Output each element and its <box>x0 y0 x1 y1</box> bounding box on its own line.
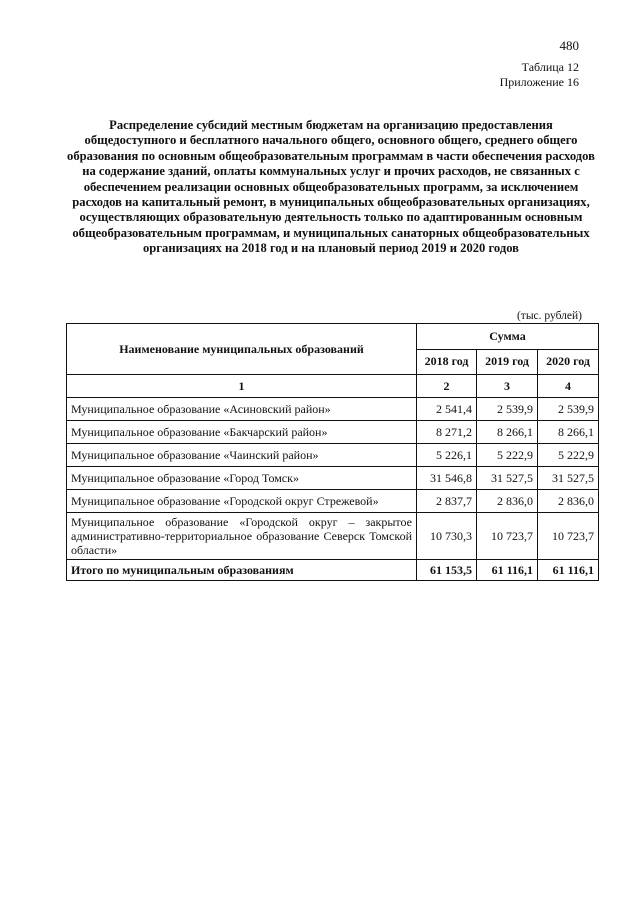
amount-2018: 10 730,3 <box>417 513 477 560</box>
column-number: 1 <box>67 375 417 398</box>
amount-2019: 2 836,0 <box>477 490 538 513</box>
municipality-name: Муниципальное образование «Город Томск» <box>67 467 417 490</box>
amount-2019: 8 266,1 <box>477 421 538 444</box>
appendix-label: Приложение 16 <box>499 75 579 89</box>
header-municipality: Наименование муниципальных образований <box>67 324 417 375</box>
municipality-name: Муниципальное образование «Чаинский район» <box>67 444 417 467</box>
table-header-row <box>67 324 599 350</box>
total-2018: 61 153,5 <box>417 560 477 581</box>
amount-2020: 2 836,0 <box>538 490 599 513</box>
amount-2019: 31 527,5 <box>477 467 538 490</box>
total-2020: 61 116,1 <box>538 560 599 581</box>
column-number: 2 <box>417 375 477 398</box>
amount-2020: 5 222,9 <box>538 444 599 467</box>
amount-2020: 31 527,5 <box>538 467 599 490</box>
municipality-name: Муниципальное образование «Городской округ – закрытое административно-территориальное образование Северск Томской области» <box>67 513 417 560</box>
amount-2019: 2 539,9 <box>477 398 538 421</box>
table-label: Таблица 12 <box>521 60 579 74</box>
table-row <box>67 444 599 467</box>
header-year-2019: 2019 год <box>477 349 538 375</box>
table-row <box>67 467 599 490</box>
amount-2020: 2 539,9 <box>538 398 599 421</box>
municipality-name: Муниципальное образование «Бакчарский район» <box>67 421 417 444</box>
header-year-2018: 2018 год <box>417 349 477 375</box>
column-number: 4 <box>538 375 599 398</box>
amount-2020: 10 723,7 <box>538 513 599 560</box>
column-number-row <box>67 375 599 398</box>
amount-2018: 5 226,1 <box>417 444 477 467</box>
subsidy-table <box>66 323 599 581</box>
amount-2018: 31 546,8 <box>417 467 477 490</box>
page-number: 480 <box>559 38 579 53</box>
total-row <box>67 560 599 581</box>
table-reference <box>500 60 579 90</box>
table-row <box>67 490 599 513</box>
column-number: 3 <box>477 375 538 398</box>
amount-2018: 2 541,4 <box>417 398 477 421</box>
table-row <box>67 398 599 421</box>
municipality-name: Муниципальное образование «Асиновский район» <box>67 398 417 421</box>
total-label: Итого по муниципальным образованиям <box>67 560 417 581</box>
total-2019: 61 116,1 <box>477 560 538 581</box>
document-title: Распределение субсидий местным бюджетам на организацию предоставления общедоступного и бесплатного начального общего, основного общего, среднего общего образования по основным общеобразовательным программам в части обеспечения расходов на содержание зданий, оплаты коммунальных услуг и прочих расходов, не связанных с обеспечением реализации основных общеобразовательных программ, за исключением расходов на капитальный ремонт, в муниципальных общеобразовательных организациях, осуществляющих образовательную деятельность только по адаптированным основным общеобразовательным программам, и муниципальных санаторных общеобразовательных организациях на 2018 год и на плановый период 2019 и 2020 годов <box>67 118 595 256</box>
amount-2019: 10 723,7 <box>477 513 538 560</box>
units-label: (тыс. рублей) <box>516 310 582 322</box>
table-row <box>67 513 599 560</box>
header-sum: Сумма <box>417 324 599 350</box>
header-year-2020: 2020 год <box>538 349 599 375</box>
amount-2019: 5 222,9 <box>477 444 538 467</box>
table-row <box>67 421 599 444</box>
amount-2018: 2 837,7 <box>417 490 477 513</box>
amount-2020: 8 266,1 <box>538 421 599 444</box>
amount-2018: 8 271,2 <box>417 421 477 444</box>
municipality-name: Муниципальное образование «Городской округ Стрежевой» <box>67 490 417 513</box>
